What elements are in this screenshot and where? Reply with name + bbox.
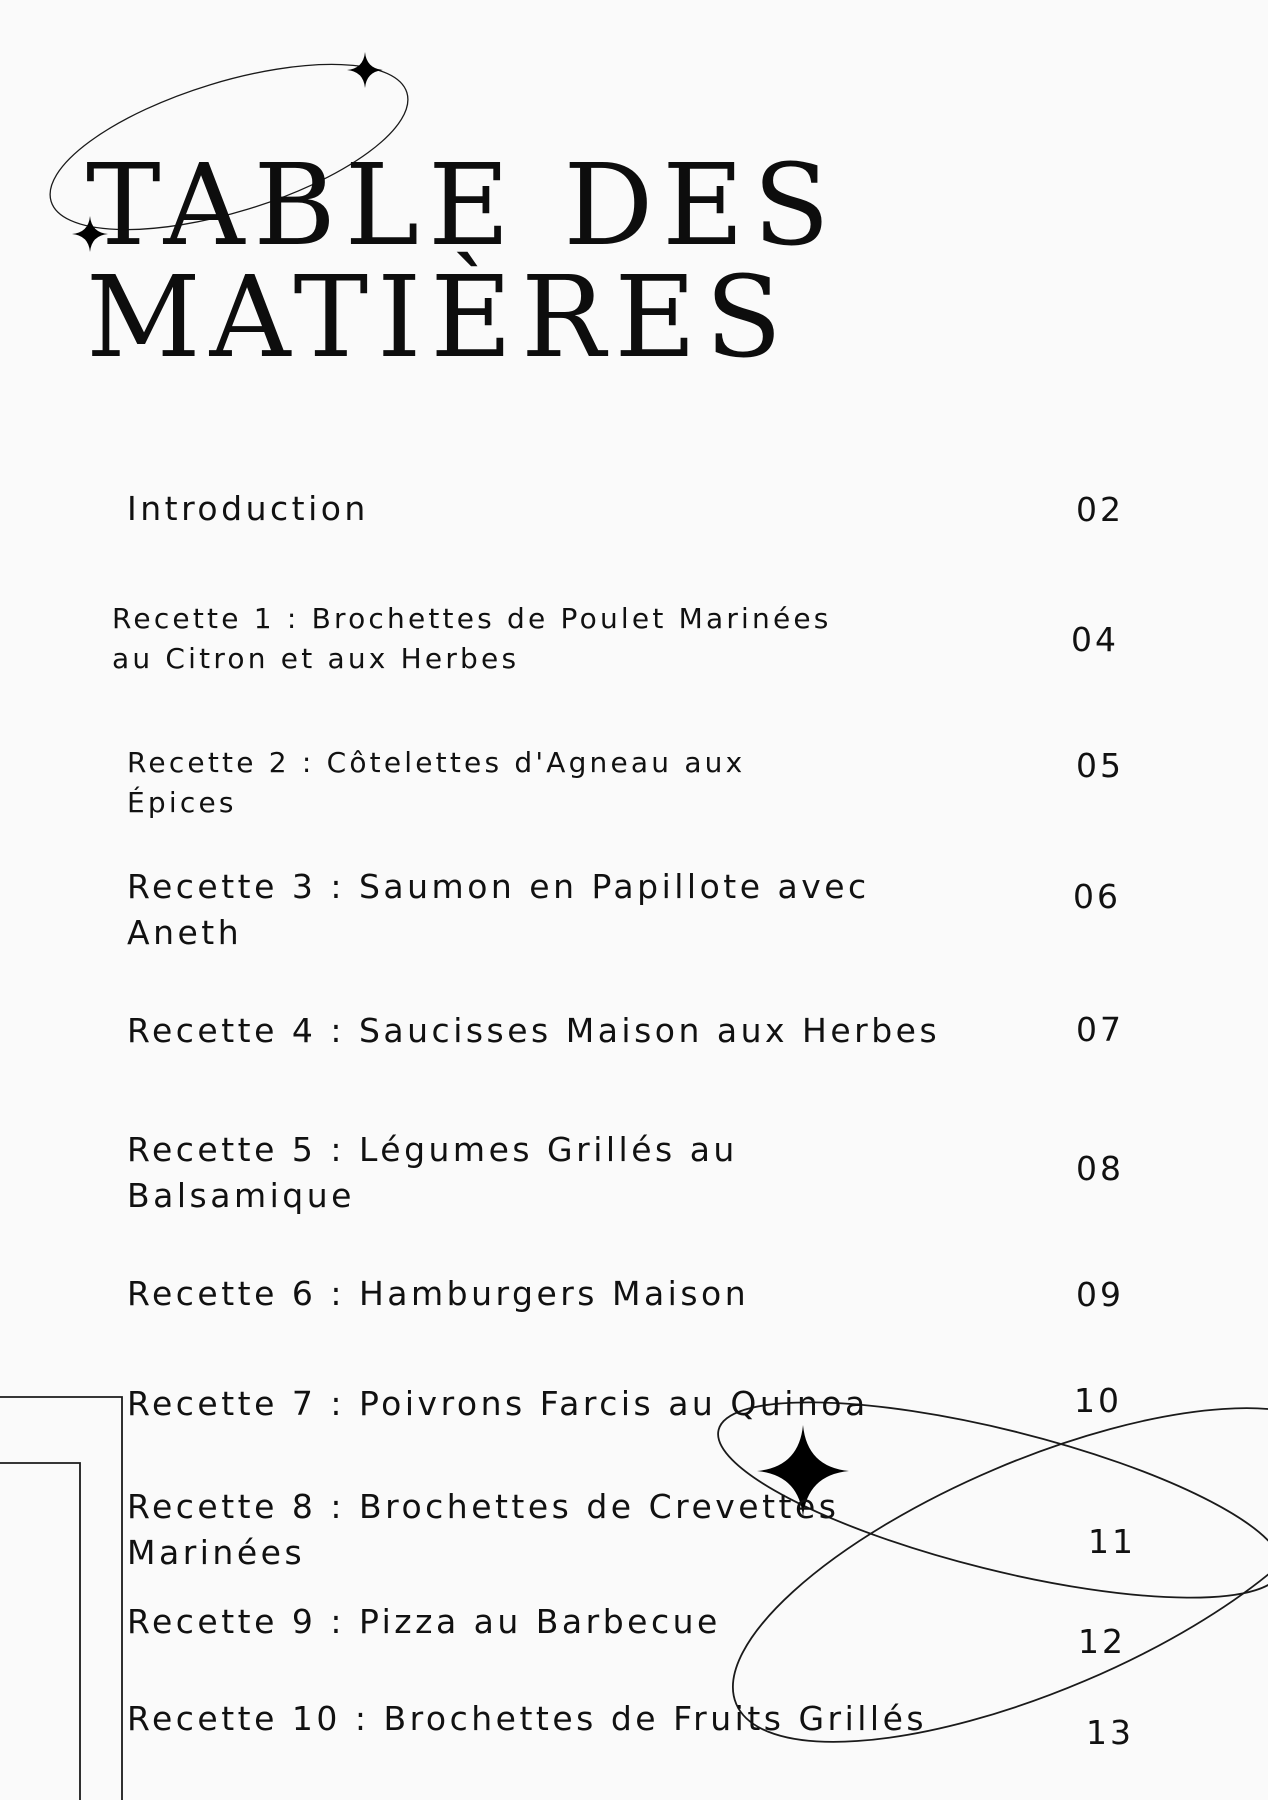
toc-entry[interactable] <box>127 1484 840 1576</box>
toc-entry-label: Aneth <box>127 913 243 952</box>
sparkle-star-icon <box>347 52 383 88</box>
toc-entry-label: Introduction <box>127 489 369 528</box>
toc-entry-label: Recette 2 : Côtelettes d'Agneau aux <box>127 746 746 779</box>
corner-frame-outer <box>0 1397 122 1800</box>
toc-page-number: 02 <box>1076 490 1124 529</box>
toc-entry-label: Recette 7 : Poivrons Farcis au Quinoa <box>127 1384 869 1423</box>
toc-entry[interactable] <box>127 1271 749 1317</box>
toc-entry-label: Épices <box>127 786 237 819</box>
toc-entry-label: Recette 3 : Saumon en Papillote avec <box>127 867 870 906</box>
toc-entry-label: Recette 1 : Brochettes de Poulet Marinées <box>112 602 832 635</box>
toc-entry[interactable] <box>112 599 832 679</box>
toc-entry-label: Recette 4 : Saucisses Maison aux Herbes <box>127 1011 941 1050</box>
toc-page-number: 09 <box>1076 1275 1124 1314</box>
toc-entry[interactable] <box>127 1381 869 1427</box>
toc-page-number: 08 <box>1076 1149 1124 1188</box>
toc-entry-label: au Citron et aux Herbes <box>112 642 520 675</box>
toc-page-number: 04 <box>1071 620 1119 659</box>
toc-page-number: 06 <box>1073 877 1121 916</box>
page-title <box>86 141 839 383</box>
toc-entry-label: Recette 9 : Pizza au Barbecue <box>127 1602 721 1641</box>
toc-entry[interactable] <box>127 1008 940 1054</box>
toc-entry[interactable] <box>127 1696 927 1742</box>
toc-entry[interactable] <box>127 1599 721 1645</box>
toc-page-number: 12 <box>1078 1622 1126 1661</box>
toc-page-number: 11 <box>1088 1522 1136 1561</box>
toc-page-number: 13 <box>1086 1713 1134 1752</box>
toc-entry[interactable] <box>127 486 369 532</box>
toc-page-number: 07 <box>1076 1010 1124 1049</box>
title-line: TABLE DES <box>86 141 839 271</box>
title-line: MATIÈRES <box>86 253 791 383</box>
toc-entry-label: Recette 10 : Brochettes de Fruits Grillés <box>127 1699 928 1738</box>
toc-entry-label: Recette 6 : Hamburgers Maison <box>127 1274 750 1313</box>
toc-entry-label: Marinées <box>127 1533 306 1572</box>
corner-frame-inner <box>0 1463 80 1800</box>
toc-entry-label: Recette 5 : Légumes Grillés au <box>127 1130 738 1169</box>
toc-page-number: 10 <box>1074 1381 1122 1420</box>
toc-entry[interactable] <box>127 864 870 956</box>
toc-entry[interactable] <box>127 743 745 823</box>
toc-entry-label: Recette 8 : Brochettes de Crevettes <box>127 1487 840 1526</box>
toc-entry-label: Balsamique <box>127 1176 355 1215</box>
toc-entry[interactable] <box>127 1127 738 1219</box>
toc-page-number: 05 <box>1076 746 1124 785</box>
